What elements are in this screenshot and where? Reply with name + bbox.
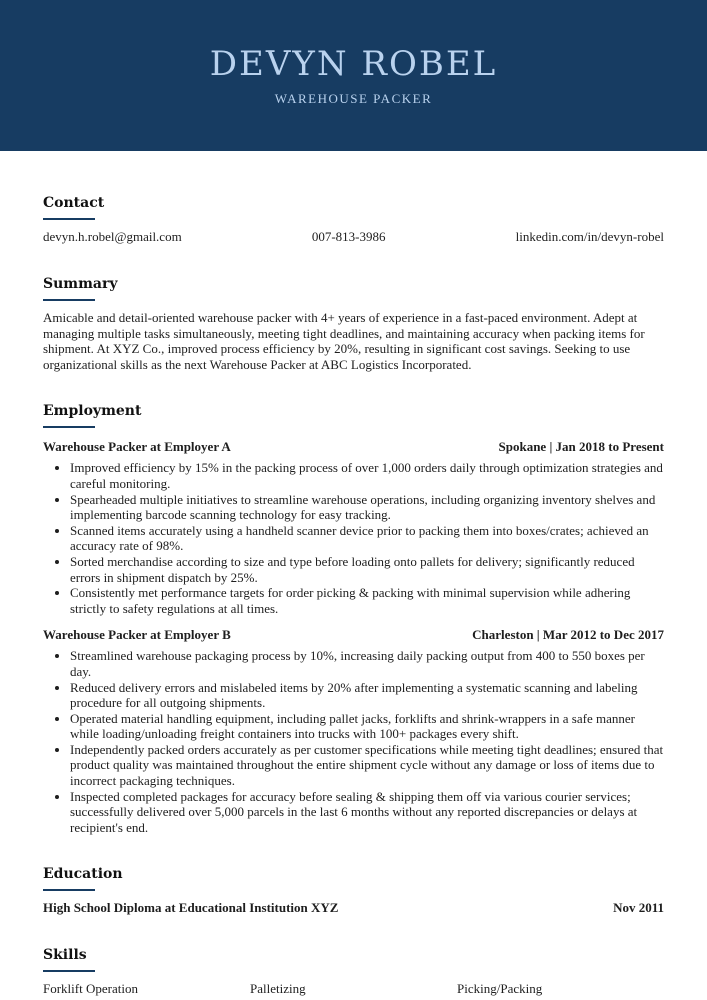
job-bullets [43,460,664,616]
job-bullet: • Operated material handling equipment, including pallet jacks, forklifts and shrink-wrappers in a safe manner while loading/unloading freight containers into trucks with 100+ packages every shift. [70,711,664,742]
education-section [43,864,664,916]
contact-linkedin[interactable]: linkedin.com/in/devyn-robel [515,229,664,244]
job-bullet: • Scanned items accurately using a handheld scanner device prior to packing them into boxes/crates; achieved an accuracy rate of 98%. [70,523,664,554]
contact-phone[interactable]: 007-813-3986 [311,229,386,244]
candidate-name: DEVYN ROBEL [209,44,498,84]
job-bullet: • Sorted merchandise according to size and type before loading onto pallets for delivery; significantly reduced errors in shipment dispatch by 25%. [70,554,664,585]
job-location-dates: Charleston | Mar 2012 to Dec 2017 [472,627,664,643]
section-underline [43,218,95,220]
job-bullet: • Inspected completed packages for accuracy before sealing & shipping them off via various courier services; successfully delivered over 5,000 parcels in the last 6 months without any reported discrepancies or delays at recipient's end. [70,789,664,836]
job-title: Warehouse Packer at Employer A [43,439,231,455]
skill-item: Palletizing [250,981,306,997]
resume-body [0,193,707,997]
skills-section [43,945,664,997]
resume-header [0,0,707,151]
section-underline [43,426,95,428]
job-bullet: • Reduced delivery errors and mislabeled items by 20% after implementing a systematic scanning and labeling procedure for all outgoing shipments. [70,680,664,711]
summary-text: Amicable and detail-oriented warehouse packer with 4+ years of experience in a fast-paced environment. Adept at managing multiple tasks simultaneously, meeting tight deadlines, and maintaining accuracy when packing items for shipment. At XYZ Co., improved process efficiency by 20%, resulting in significant cost savings. Seeking to use organizational skills as the next Warehouse Packer at ABC Logistics Incorporated. [43,310,645,372]
job-bullet: • Spearheaded multiple initiatives to streamline warehouse operations, including organizing inventory shelves and implementing barcode scanning technology for easy tracking. [70,492,664,523]
section-underline [43,970,95,972]
education-heading: Education [43,866,123,883]
summary-section [43,274,664,372]
summary-heading: Summary [43,276,118,292]
job-bullets [43,648,664,835]
job-location-dates: Spokane | Jan 2018 to Present [498,439,664,455]
job-bullet: • Streamlined warehouse packaging process by 10%, increasing daily packing output from 400 to 550 boxes per day. [70,648,664,679]
job-bullet: • Consistently met performance targets for order picking & packing with minimal supervision while adhering strictly to safety regulations at all times. [70,585,664,616]
candidate-title: WAREHOUSE PACKER [274,91,433,106]
job-entry [43,439,664,616]
job-entry [43,627,664,835]
skills-heading: Skills [43,947,87,964]
employment-section [43,401,664,835]
education-degree: High School Diploma at Educational Institution XYZ [43,900,339,916]
job-bullet: • Independently packed orders accurately as per customer specifications while meeting tight deadlines; ensured that product quality was maintained throughout the entire shipment cycle without any damage or loss of items due to incorrect packaging techniques. [70,742,664,789]
skill-item: Forklift Operation [43,981,138,997]
education-date: Nov 2011 [613,900,664,916]
section-underline [43,299,95,301]
skill-item: Picking/Packing [457,981,543,997]
section-underline [43,889,95,891]
contact-heading: Contact [43,195,105,211]
job-title: Warehouse Packer at Employer B [43,627,231,643]
job-bullet: • Improved efficiency by 15% in the packing process of over 1,000 orders daily through optimization strategies and careful monitoring. [70,460,664,491]
contact-section [43,193,664,245]
contact-email[interactable]: devyn.h.robel@gmail.com [43,229,182,244]
employment-heading: Employment [43,403,142,420]
